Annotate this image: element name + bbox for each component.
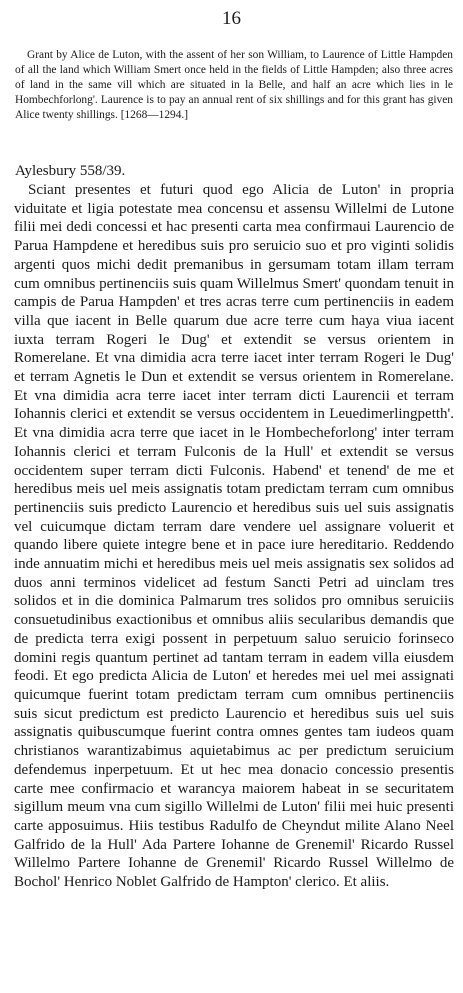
archive-reference: Aylesbury 558/39. [15,163,126,179]
page-number: 16 [222,8,241,29]
summary-text: Grant by Alice de Luton, with the assent of her son William, to Laurence of Little Hampden of all the land which William Smert once held in the fields of Little Hampden; also three acres of land in the same vill which are situated in la Belle, and half an acre which lies in le Hombechforlong'. Laurence is to pay an annual rent of six shillings and for this grant has given Alice twenty shillings. [15,49,453,121]
summary-date: [1268—1294.] [120,109,189,121]
charter-latin-text: Sciant presentes et futuri quod ego Alicia de Luton' in propria viduitate et ligia potestate mea concensu et assensu Willelmi de Lutone filii mei dedi concessi et hac presenti carta mea confirmaui Laurencio de Parua Hampdene et heredibus suis pro seruicio suo et pro viginti solidis argenti quos michi dedit premanibus in gersumam totam illam terram cum omnibus pertinenciis suis quam Willelmus Smert' quondam tenuit in campis de Parua Hampden' et tres acras terre cum pertinenciis in eadem villa que iacent in Belle quarum due acre terre cum haya viua iacent iuxta terram Rogeri le Dug' et extendit se versus orientem in Romerelane. Et vna dimidia acra terre iacet inter terram Rogeri le Dug' et terram Agnetis le Dun et extendit se versus orientem in Romerelane. Et vna dimidia acra terre iacet inter terram dicti Laurencii et terram Iohannis clerici et extendit se versus occidentem in Leuedimerlingpetth'. Et vna dimidia acra terre que iacet in le Hombecheforlong' inter terram Iohannis clerici et terram Fulconis de la Hull' et extendit se versus occidentem super terram dicti Fulconis. Habend' et tenend' de me et heredibus meis uel meis assignatis totam predictam terram cum omnibus pertinenciis suis predicto Laurencio et heredibus suis uel suis assignatis vel cuicumque dictam terram dare vendere uel assignare voluerit et quando libere quiete integre bene et in pace iure hereditario. Reddendo inde annuatim michi et heredibus meis uel meis assignatis sex solidos ad duos anni terminos videlicet ad festum Sancti Petri ad uinclam tres solidos et in die dominica Palmarum tres solidos pro omnibus seruiciis consuetudinibus exactionibus et omnibus aliis secularibus demandis que de predicta terra exigi possent in perpetuum saluo seruicio forinseco domini regis quantum pertinet ad tantam terram in eadem villa eiusdem feodi. Et ego predicta Alicia de Luton' et heredes mei uel mei assignati quicumque fuerint totam predictam terram cum omnibus pertinenciis suis sicut predictum est predicto Laurencio et heredibus suis uel suis assignatis quibuscumque fuerint contra omnes gentes tam iudeos quam christianos warantizabimus aquietabimus ac per predictum seruicium defendemus inperpetuum. Et ut hec mea donacio concessio presentis carte mee confirmacio et warancya maiorem habeat in se securitatem sigillum meum vna cum sigillo Willelmi de Luton' filii mei huic presenti carte apposuimus. Hiis testibus Radulfo de Cheyndut milite Alano Neel Galfrido de la Hull' Ada Partere Iohanne de Grenemil' Ricardo Russel Willelmo Partere Iohanne de Grenemil' Ricardo Russel Willelmo de Bochol' Henrico Noblet Galfrido de Hampton' clerico. Et aliis. [14,182,454,891]
charter-summary [15,48,453,123]
